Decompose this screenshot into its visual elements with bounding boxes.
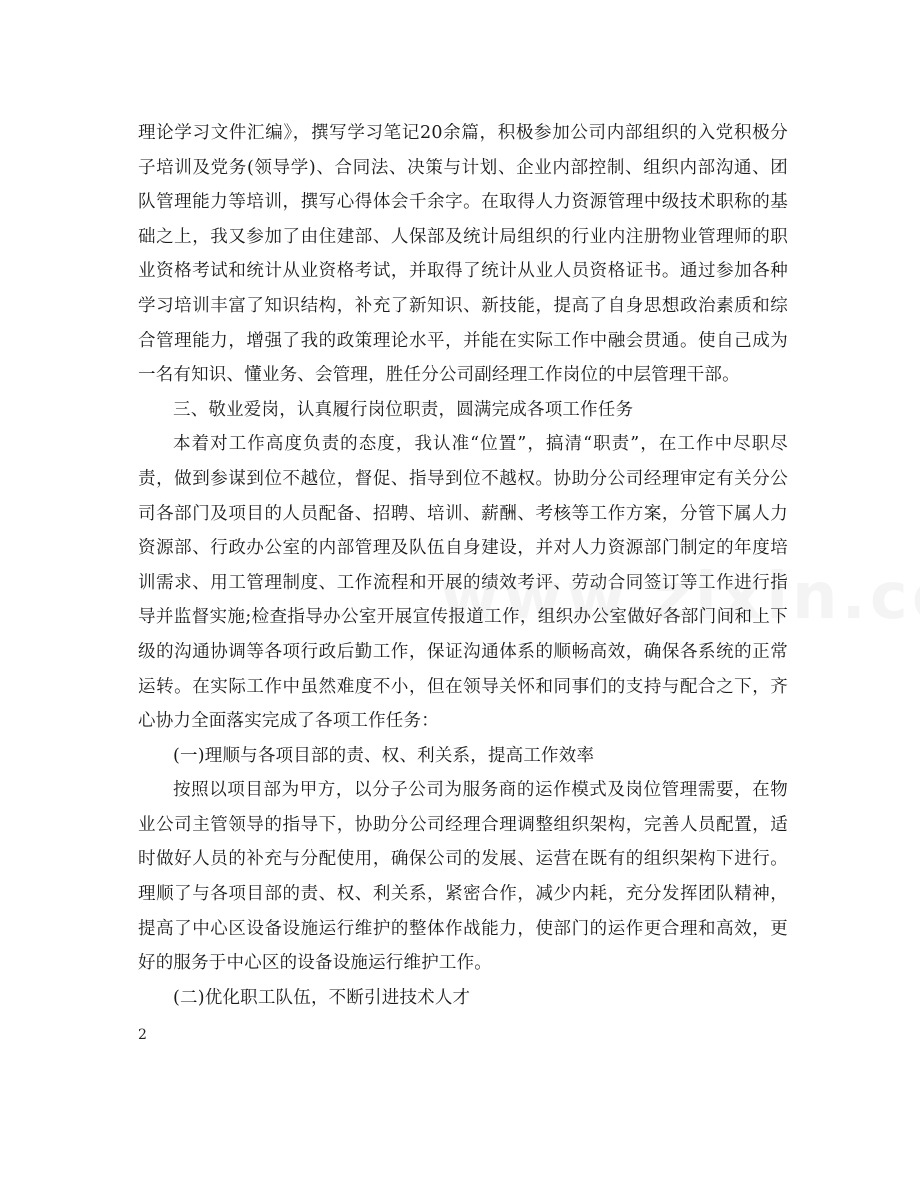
paragraph-3: 按照以项目部为甲方，以分子公司为服务商的运作模式及岗位管理需要，在物业公司主管领导的指导下，协助分公司经理合理调整组织架构，完善人员配置，适时做好人员的补充与分配使用，确保公司的发展、运营在既有的组织架构下进行。理顺了与各项目部的责、权、利关系，紧密合作，减少内耗，充分发挥团队精神，提高了中心区设备设施运行维护的整体作战能力，使部门的运作更合理和高效，更好的服务于中心区的设备设施运行维护工作。 bbox=[138, 780, 788, 974]
subsection-heading-2: (二)优化职工队伍，不断引进技术人才 bbox=[173, 987, 471, 1008]
paragraph-1: 理论学习文件汇编》，撰写学习笔记20余篇，积极参加公司内部组织的入党积极分子培训及党务(领导学)、合同法、决策与计划、企业内部控制、组织内部沟通、团队管理能力等培训，撰写心得体会千余字。在取得人力资源管理中级技术职称的基础之上，我又参加了由住建部、人保部及统计局组织的行业内注册物业管理师的职业资格考试和统计从业资格考试，并取得了统计从业人员资格证书。通过参加各种学习培训丰富了知识结构，补充了新知识、新技能，提高了自身思想政治素质和综合管理能力，增强了我的政策理论水平，并能在实际工作中融会贯通。使自己成为一名有知识、懂业务、会管理，胜任分公司副经理工作岗位的中层管理干部。 bbox=[138, 123, 788, 386]
section-heading-3: 三、敬业爱岗，认真履行岗位职责，圆满完成各项工作任务 bbox=[173, 399, 634, 420]
document-body bbox=[138, 116, 788, 1015]
paragraph-2: 本着对工作高度负责的态度，我认准“位置”，搞清“职责”，在工作中尽职尽责，做到参谋到位不越位，督促、指导到位不越权。协助分公司经理审定有关分公司各部门及项目的人员配备、招聘、培训、薪酬、考核等工作方案，分管下属人力资源部、行政办公室的内部管理及队伍自身建设，并对人力资源部门制定的年度培训需求、用工管理制度、工作流程和开展的绩效考评、劳动合同签订等工作进行指导并监督实施;检查指导办公室开展宣传报道工作，组织办公室做好各部门间和上下级的沟通协调等各项行政后勤工作，保证沟通体系的顺畅高效，确保各系统的正常运转。在实际工作中虽然难度不小，但在领导关怀和同事们的支持与配合之下，齐心协力全面落实完成了各项工作任务： bbox=[138, 434, 788, 732]
page-number: 2 bbox=[138, 1027, 147, 1043]
subsection-heading-1: (一)理顺与各项目部的责、权、利关系，提高工作效率 bbox=[173, 745, 595, 766]
